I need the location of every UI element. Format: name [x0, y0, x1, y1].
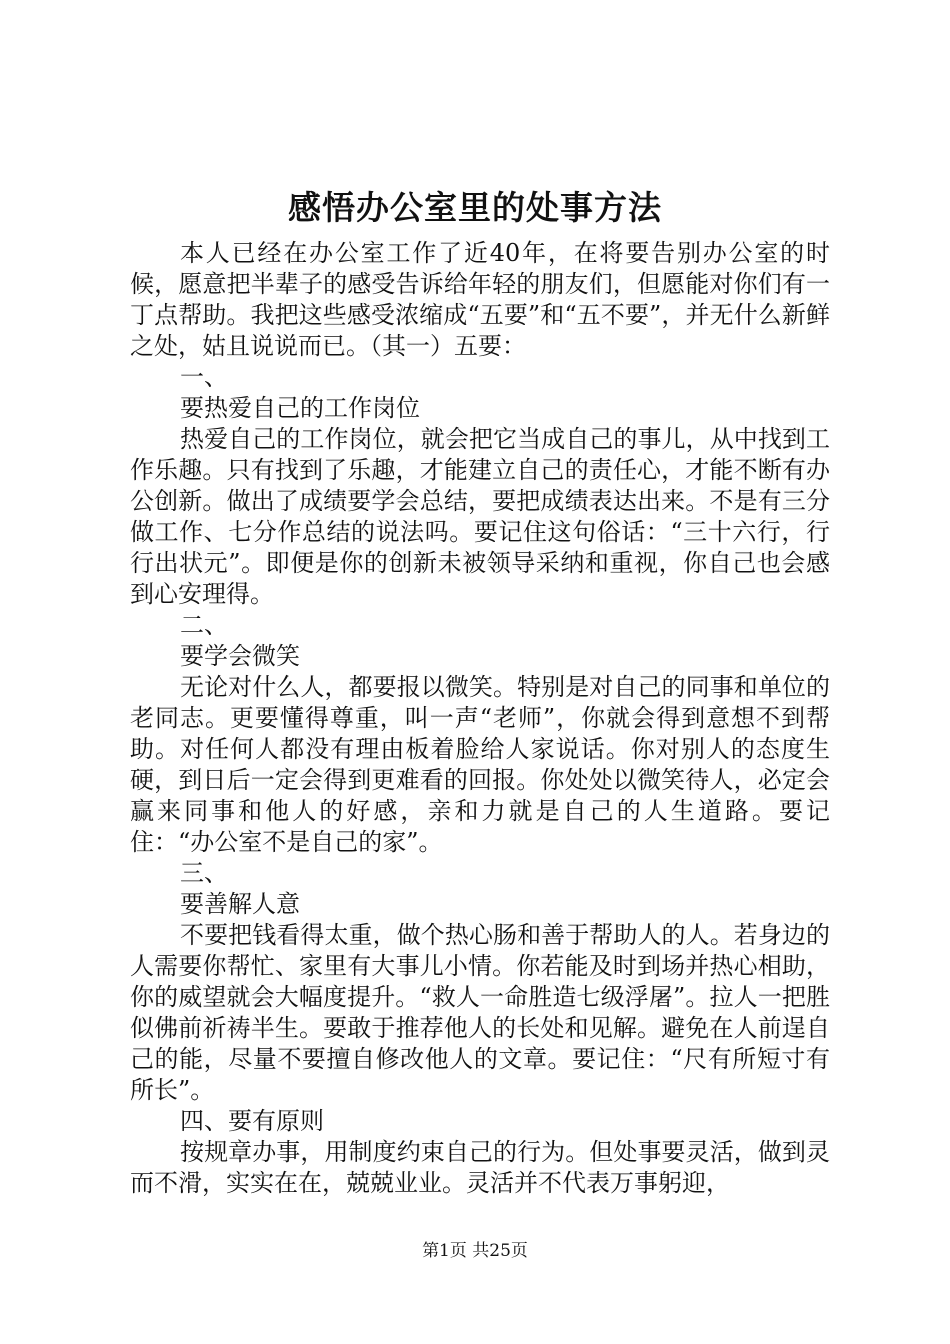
section-body-1: 热爱自己的工作岗位，就会把它当成自己的事儿，从中找到工作乐趣。只有找到了乐趣，才能建立自己的责任心，才能不断有办公创新。做出了成绩要学会总结，要把成绩表达出来。不是有三分做工作、七分作总结的说法吗。要记住这句俗话：“三十六行，行行出状元”。即便是你的创新未被领导采纳和重视，你自己也会感到心安理得。: [130, 425, 830, 608]
section-number-3: 三、: [180, 859, 228, 887]
document-body: [130, 238, 830, 1199]
section-number-1: 一、: [180, 363, 228, 391]
section-heading-1: 要热爱自己的工作岗位: [180, 394, 420, 422]
section-body-3: 不要把钱看得太重，做个热心肠和善于帮助人的人。若身边的人需要你帮忙、家里有大事儿小情。你若能及时到场并热心相助，你的威望就会大幅度提升。“救人一命胜造七级浮屠”。拉人一把胜似佛前祈祷半生。要敢于推荐他人的长处和见解。避免在人前逞自己的能，尽量不要擅自修改他人的文章。要记住：“尺有所短寸有所长”。: [130, 921, 830, 1104]
section-body-2: 无论对什么人，都要报以微笑。特别是对自己的同事和单位的老同志。更要懂得尊重，叫一声“老师”，你就会得到意想不到帮助。对任何人都没有理由板着脸给人家说话。你对别人的态度生硬，到日后一定会得到更难看的回报。你处处以微笑待人，必定会赢来同事和他人的好感，亲和力就是自己的人生道路。要记住：“办公室不是自己的家”。: [130, 673, 830, 856]
section-heading-2: 要学会微笑: [180, 642, 300, 670]
section-body-4: 按规章办事，用制度约束自己的行为。但处事要灵活，做到灵而不滑，实实在在，兢兢业业。灵活并不代表万事躬迎，: [130, 1138, 830, 1197]
section-heading-3: 要善解人意: [180, 890, 300, 918]
section-number-2: 二、: [180, 611, 228, 639]
section-heading-4: 四、要有原则: [180, 1107, 324, 1135]
document-title: 感悟办公室里的处事方法: [288, 188, 662, 227]
paragraph-intro: 本人已经在办公室工作了近40年，在将要告别办公室的时候，愿意把半辈子的感受告诉给年轻的朋友们，但愿能对你们有一丁点帮助。我把这些感受浓缩成“五要”和“五不要”，并无什么新鲜之处，姑且说说而已。（其一）五要：: [130, 239, 830, 360]
page-footer: 第1页 共25页: [422, 1241, 528, 1261]
